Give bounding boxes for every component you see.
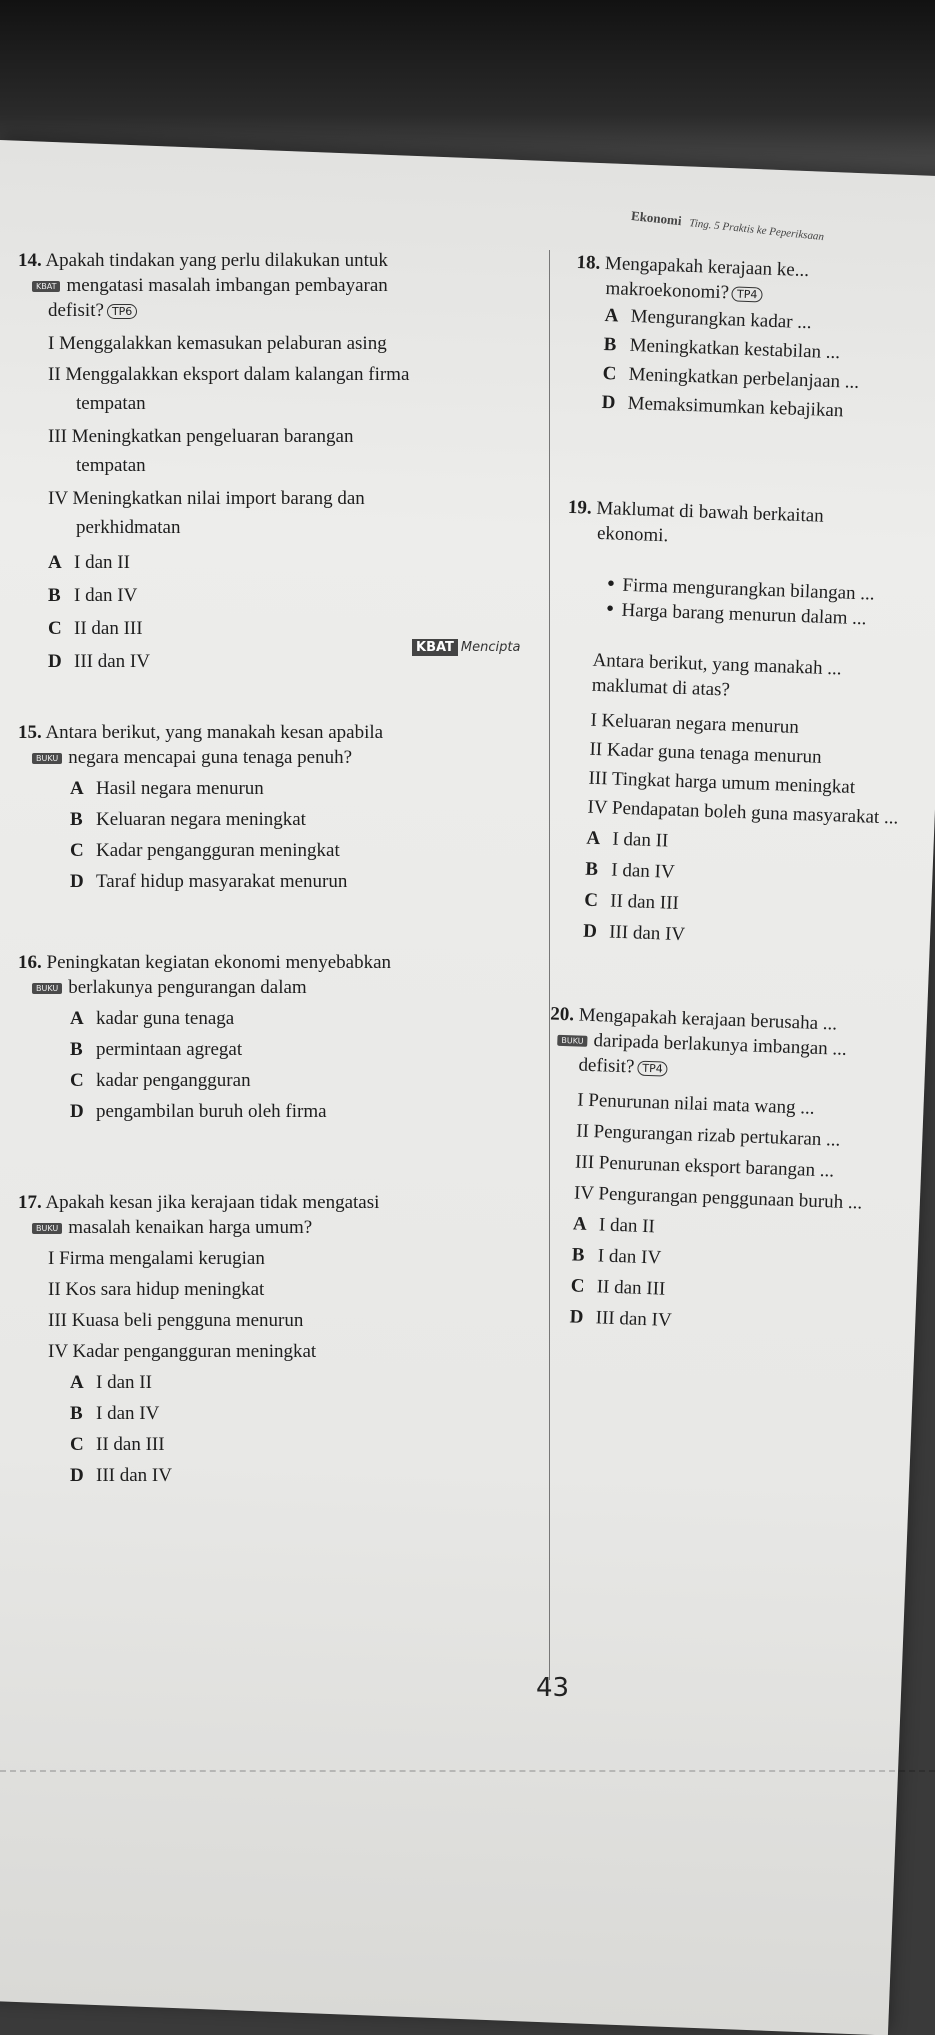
question-stem: defisit? bbox=[48, 300, 104, 321]
header-subject: Ekonomi bbox=[630, 208, 683, 229]
question-stem: Mengapakah kerajaan berusaha ... bbox=[578, 1004, 838, 1035]
option-d[interactable]: D pengambilan buruh oleh firma bbox=[70, 1101, 327, 1122]
question-15 bbox=[18, 720, 383, 894]
statement-item: II Kadar guna tenaga menurun bbox=[589, 738, 822, 768]
statement-item: II Kos sara hidup meningkat bbox=[48, 1279, 265, 1300]
statement-item: III Penurunan eksport barangan ... bbox=[574, 1151, 835, 1182]
statement-item: I Keluaran negara menurun bbox=[590, 709, 800, 739]
buku-badge: BUKU bbox=[32, 753, 62, 764]
bullet-icon: • bbox=[604, 598, 617, 621]
header-meta: Ting. 5 Praktis ke Peperiksaan bbox=[688, 217, 825, 244]
info-bullet: Harga barang menurun dalam ... bbox=[621, 599, 867, 630]
question-number: 15. bbox=[18, 722, 42, 743]
question-number: 18. bbox=[576, 251, 601, 274]
kbat-badge: KBAT bbox=[32, 281, 60, 292]
question-stem: makroekonomi? bbox=[605, 278, 730, 304]
option-d[interactable]: D III dan IV bbox=[48, 651, 150, 672]
question-stem: mengatasi masalah imbangan pembayaran bbox=[66, 275, 388, 296]
option-a[interactable]: A I dan II bbox=[70, 1372, 152, 1393]
statement-item: IV Pengurangan penggunaan buruh ... bbox=[573, 1182, 863, 1214]
question-stem: Antara berikut, yang manakah ... bbox=[592, 649, 842, 680]
question-stem: Antara berikut, yang manakah kesan apabila bbox=[45, 722, 384, 743]
question-number: 19. bbox=[567, 496, 593, 519]
statement-item: II Pengurangan rizab pertukaran ... bbox=[575, 1120, 841, 1151]
option-b[interactable]: B I dan IV bbox=[584, 858, 675, 883]
statement-item: III Tingkat harga umum meningkat bbox=[588, 767, 856, 799]
statement-item: III Meningkatkan pengeluaran barangan bbox=[48, 426, 354, 447]
question-14 bbox=[18, 248, 409, 674]
option-a[interactable]: A I dan II bbox=[48, 552, 130, 573]
option-b[interactable]: B permintaan agregat bbox=[70, 1039, 243, 1060]
bullet-icon: • bbox=[604, 573, 617, 596]
statement-item: tempatan bbox=[76, 393, 146, 414]
question-number: 14. bbox=[18, 250, 42, 271]
option-c[interactable]: C II dan III bbox=[70, 1434, 165, 1455]
option-c[interactable]: C Kadar pengangguran meningkat bbox=[70, 840, 340, 861]
tp-badge: TP4 bbox=[637, 1061, 668, 1077]
question-number: 17. bbox=[18, 1192, 42, 1213]
option-d[interactable]: D III dan IV bbox=[582, 920, 686, 946]
statement-item: IV Pendapatan boleh guna masyarakat ... bbox=[587, 796, 899, 829]
question-stem: masalah kenaikan harga umum? bbox=[68, 1217, 313, 1238]
statement-item: perkhidmatan bbox=[76, 517, 181, 538]
statement-item: I Firma mengalami kerugian bbox=[48, 1248, 265, 1269]
question-stem: maklumat di atas? bbox=[591, 674, 731, 701]
running-header bbox=[630, 208, 825, 244]
option-b[interactable]: B Keluaran negara meningkat bbox=[70, 809, 306, 830]
statement-item: tempatan bbox=[76, 455, 146, 476]
page-content bbox=[0, 150, 935, 1850]
question-19 bbox=[553, 495, 908, 955]
option-a[interactable]: A Hasil negara menurun bbox=[70, 778, 264, 799]
option-d[interactable]: D III dan IV bbox=[569, 1306, 672, 1331]
kbat-mencipta-tag bbox=[412, 640, 520, 655]
question-number: 16. bbox=[18, 952, 42, 973]
option-c[interactable]: C kadar pengangguran bbox=[70, 1070, 251, 1091]
statement-item: I Menggalakkan kemasukan pelaburan asing bbox=[48, 333, 387, 354]
statement-item: IV Kadar pengangguran meningkat bbox=[48, 1341, 317, 1362]
tp-badge: TP4 bbox=[732, 287, 763, 303]
question-stem: Maklumat di bawah berkaitan bbox=[596, 497, 825, 527]
option-b[interactable]: B I dan IV bbox=[48, 585, 138, 606]
statement-item: IV Meningkatkan nilai import barang dan bbox=[48, 488, 365, 509]
option-c[interactable]: C II dan III bbox=[570, 1275, 666, 1300]
option-c[interactable]: C Meningkatkan perbelanjaan ... bbox=[602, 362, 860, 393]
question-20 bbox=[539, 1002, 890, 1341]
question-stem: ekonomi. bbox=[596, 522, 669, 547]
question-stem: Apakah tindakan yang perlu dilakukan untuk bbox=[45, 250, 388, 271]
option-d[interactable]: D III dan IV bbox=[70, 1465, 172, 1486]
buku-badge: BUKU bbox=[557, 1035, 588, 1047]
option-a[interactable]: A Mengurangkan kadar ... bbox=[604, 304, 812, 334]
question-stem: negara mencapai guna tenaga penuh? bbox=[68, 747, 353, 768]
question-16 bbox=[18, 950, 391, 1124]
option-a[interactable]: A kadar guna tenaga bbox=[70, 1008, 235, 1029]
option-b[interactable]: B Meningkatkan kestabilan ... bbox=[603, 333, 841, 364]
tp-badge: TP6 bbox=[107, 304, 137, 319]
option-a[interactable]: A I dan II bbox=[586, 827, 669, 852]
option-c[interactable]: C II dan III bbox=[583, 889, 680, 914]
column-divider bbox=[549, 250, 550, 1680]
kbat-text: Mencipta bbox=[460, 640, 521, 655]
question-stem: berlakunya pengurangan dalam bbox=[68, 977, 307, 998]
page-number: 43 bbox=[536, 1673, 570, 1703]
question-number: 20. bbox=[549, 1003, 575, 1026]
question-stem: defisit? bbox=[578, 1054, 635, 1078]
option-a[interactable]: A I dan II bbox=[572, 1213, 656, 1238]
option-b[interactable]: B I dan IV bbox=[571, 1244, 662, 1269]
question-stem: daripada berlakunya imbangan ... bbox=[593, 1030, 848, 1060]
question-17 bbox=[18, 1190, 379, 1488]
kbat-label: KBAT bbox=[412, 639, 458, 656]
question-stem: Peningkatan kegiatan ekonomi menyebabkan bbox=[46, 952, 392, 973]
question-stem: Mengapakah kerajaan ke... bbox=[604, 252, 810, 282]
option-c[interactable]: C II dan III bbox=[48, 618, 143, 639]
dashed-rule bbox=[0, 1770, 935, 1774]
option-d[interactable]: D Taraf hidup masyarakat menurun bbox=[70, 871, 348, 892]
option-b[interactable]: B I dan IV bbox=[70, 1403, 160, 1424]
option-d[interactable]: D Memaksimumkan kebajikan bbox=[601, 391, 844, 422]
statement-item: III Kuasa beli pengguna menurun bbox=[48, 1310, 304, 1331]
statement-item: I Penurunan nilai mata wang ... bbox=[576, 1089, 815, 1119]
statement-item: II Menggalakkan eksport dalam kalangan firma bbox=[48, 364, 410, 385]
buku-badge: BUKU bbox=[32, 983, 62, 994]
info-bullet: Firma mengurangkan bilangan ... bbox=[622, 574, 875, 605]
question-18 bbox=[571, 250, 935, 427]
buku-badge: BUKU bbox=[32, 1223, 62, 1234]
question-stem: Apakah kesan jika kerajaan tidak mengatasi bbox=[45, 1192, 380, 1213]
